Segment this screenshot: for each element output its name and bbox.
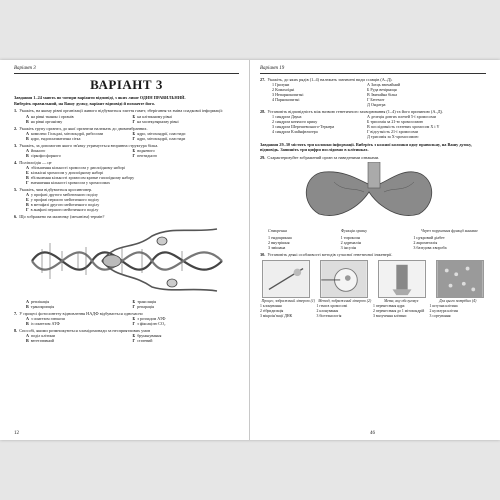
option-text: комплекс Гольджі, мітохондрії, рибосоми xyxy=(30,130,104,136)
lab-tools-photo xyxy=(378,260,426,298)
column-caption: Метод, зображений літерою (2) xyxy=(318,298,372,303)
answer-choice: 2 клонування xyxy=(316,308,339,313)
answer-choice: 1 перенесення ядра xyxy=(373,304,405,309)
answer-choice: 2 акромегалія xyxy=(413,239,438,245)
option-letter: Б xyxy=(132,333,136,339)
option-letter: В xyxy=(26,152,29,158)
answer-option xyxy=(133,119,240,124)
option-letter: Б xyxy=(132,316,136,322)
thyroid-gland-illustration xyxy=(264,162,484,222)
answer-option xyxy=(133,338,240,343)
answer-choice: 2 адреналін xyxy=(340,239,361,245)
match-answer: Г відсутність 21-ї хромосоми xyxy=(367,129,418,135)
answer-choice: 3 вилучення клітини xyxy=(373,313,407,318)
left-page-number: 12 xyxy=(14,431,19,436)
answer-option xyxy=(26,119,133,124)
match-answer: Б Руда вечірниця xyxy=(367,87,397,93)
question-number: 7. xyxy=(14,310,18,316)
match-answer: В послідовність статевих хромосом X і Y xyxy=(367,124,440,130)
answer-choice: 1 клонування xyxy=(260,304,282,309)
answer-option xyxy=(133,304,240,309)
option-letter: Г xyxy=(26,206,29,212)
answer-options xyxy=(14,316,239,326)
answer-options xyxy=(14,131,239,141)
dna-replication-illustration xyxy=(22,221,232,293)
q28-right-column xyxy=(367,114,486,139)
answer-column xyxy=(430,304,487,318)
option-letter: В xyxy=(26,135,29,141)
q6-options xyxy=(14,299,239,309)
question-text: Укажіть, чим відбувається кросинговер. xyxy=(19,186,93,192)
option-letter: В xyxy=(26,338,29,344)
option-letter: Б xyxy=(26,196,29,202)
option-text: брунькування xyxy=(137,333,162,339)
option-text: вегетативний xyxy=(30,338,54,344)
option-letter: А xyxy=(26,164,29,170)
column-caption: Для цього потрібно (4) xyxy=(439,298,477,303)
option-text: на молекулярному рівні xyxy=(137,118,179,124)
match-item: 3 Непарнокопитні xyxy=(272,92,304,98)
q27-right-column xyxy=(367,82,486,107)
option-text: з фіксацією CO₂ xyxy=(137,321,166,327)
option-letter: А xyxy=(26,298,29,304)
option-text: у профазі другого мейотичного поділу xyxy=(30,191,98,197)
option-letter: Г xyxy=(132,135,136,141)
answer-option xyxy=(26,321,133,326)
answer-option xyxy=(26,304,133,309)
option-letter: В xyxy=(26,174,29,180)
question-number: 29. xyxy=(260,154,266,160)
left-page-header: Варіант 3 xyxy=(14,66,239,74)
answer-choice: 1 цукровий діабет xyxy=(413,234,445,240)
option-text: у профазі першого мейотичного поділу xyxy=(30,196,100,202)
right-page xyxy=(250,60,500,440)
question-number: 1. xyxy=(14,108,18,114)
question-number: 8. xyxy=(14,328,18,334)
answer-choice: 3 базедова хвороба xyxy=(413,244,447,250)
cell-culture-photo xyxy=(436,260,484,298)
option-letter: Г xyxy=(132,338,136,344)
answer-choice: 2 культура клітин xyxy=(429,308,458,313)
option-text: на рівні організму xyxy=(30,118,63,124)
option-letter: А xyxy=(26,147,29,153)
option-text: поділ клітини xyxy=(30,333,55,339)
option-text: трансляція xyxy=(137,298,157,304)
instructions-line-2: Виберіть правильний, на Вашу думку, варіант відповіді й позначте його. xyxy=(14,101,156,107)
option-text: ядро, мітохондрії, пластиди xyxy=(137,135,186,141)
instructions-line-1: Завдання 1–24 мають по чотири варіанти відповіді, з яких лише ОДИН ПРАВИЛЬНИЙ. xyxy=(14,95,186,100)
match-answer: А делеція довгих плечей 5-ї хромосоми xyxy=(367,114,436,120)
match-item: 4 Парнокопитні xyxy=(272,97,300,103)
answer-column xyxy=(317,304,374,318)
left-page xyxy=(0,60,250,440)
option-text: водневого xyxy=(137,147,155,153)
option-text: на клітинному рівні xyxy=(137,113,172,119)
answer-option xyxy=(26,136,133,141)
option-letter: Б xyxy=(132,130,136,136)
question-text: Поліплоїдія — це xyxy=(19,159,52,165)
question-text: Укажіть, за допомогою якого зв'язку утримується вторинна структура білка. xyxy=(19,142,159,148)
answer-options xyxy=(14,333,239,343)
column-caption: Створення xyxy=(268,227,287,233)
option-letter: Г xyxy=(132,152,136,158)
match-answer: В Звичайна білка xyxy=(367,92,398,98)
option-letter: А xyxy=(26,191,29,197)
column-caption: Мета, яку обслуговує xyxy=(383,298,419,303)
q28-left-column xyxy=(272,114,367,139)
option-letter: Г xyxy=(132,321,136,327)
match-answer: Г Бегемот xyxy=(367,97,385,103)
column-caption: Процес, зображений літерою (1) xyxy=(261,298,316,303)
question-number: 30. xyxy=(260,251,266,257)
question-29 xyxy=(260,155,486,160)
option-text: з синтезом глюкози xyxy=(30,316,65,322)
question-text: Укажіть, на якому рівні організації живого відбувається злиття гамет, зберігання та зміна спадкової інформації: xyxy=(19,108,224,114)
answer-options xyxy=(14,114,239,124)
match-answer: Д Ондатра xyxy=(367,102,386,108)
answer-column xyxy=(341,235,414,250)
question-number: 27. xyxy=(260,77,266,82)
answer-choice: 3 інсулін xyxy=(340,244,357,250)
question-30 xyxy=(260,252,486,257)
right-page-header: Варіант 19 xyxy=(260,66,486,74)
option-letter: Г xyxy=(26,179,29,185)
thyroid-image xyxy=(306,162,431,215)
answer-choice: 1 тироксин xyxy=(340,234,360,240)
option-text: із синтезом АТФ xyxy=(30,321,60,327)
question-number: 28. xyxy=(260,109,266,115)
answer-choice: 3 змішана xyxy=(268,244,286,250)
option-text: в анафазі першого мейотичного поділу xyxy=(30,206,99,212)
answer-choice: 3 сортування xyxy=(429,313,451,318)
answer-option xyxy=(133,321,240,326)
match-answer: Д трисомія за X-хромосомою xyxy=(367,134,419,140)
dna-helix-image xyxy=(32,229,222,291)
q27-match-table xyxy=(260,82,486,107)
pipette-photo xyxy=(262,260,310,298)
match-item: 1 Гризуни xyxy=(272,82,290,88)
column-caption: Функція органу xyxy=(340,227,368,233)
question-text: Укажіть, до яких рядів (1–4) належать зазначені види ссавців (А–Д). xyxy=(267,77,393,82)
question-text: Установіть відповідність між назвою генетичного захворювання (1–4) та його причиною (А–Д). xyxy=(267,109,444,115)
answer-choice: 2 гібридизація xyxy=(260,308,284,313)
question-number: 6. xyxy=(14,213,18,219)
option-letter: В xyxy=(26,201,29,207)
option-letter: Б xyxy=(132,113,136,119)
q30-photos xyxy=(262,260,484,298)
column-caption: Через порушення функції виникає xyxy=(421,227,478,233)
option-letter: В xyxy=(26,118,29,124)
question-text: У процесі фотосинтезу відновлення НАДФ відбувається одночасно xyxy=(19,310,143,316)
question-text: Установіть деякі особливості методів сучасної генетичної інженерії. xyxy=(267,251,393,257)
question-number: 2. xyxy=(14,125,18,131)
q30-columns xyxy=(260,304,486,318)
q30-column-captions xyxy=(260,299,486,304)
answer-column xyxy=(373,304,430,318)
option-letter: А xyxy=(26,333,29,339)
answer-option xyxy=(26,207,239,212)
question-text: Схарактеризуйте зображений орган за наведеними ознаками. xyxy=(267,154,380,160)
option-text: пептидного xyxy=(137,152,158,158)
option-text: реплікація xyxy=(30,298,50,304)
option-text: збільшення кількості хромосом у диплоїдному наборі xyxy=(30,164,125,170)
option-text: сіркофосфорного xyxy=(30,152,61,158)
answer-choice: 1 ендокринна xyxy=(268,234,292,240)
answer-column xyxy=(260,304,317,318)
option-letter: Г xyxy=(132,118,136,124)
option-text: з розпадом АТФ xyxy=(137,316,166,322)
question-text: Що зображено на малюнку (механізм) термін? xyxy=(19,213,105,219)
question-number: 5. xyxy=(14,186,18,192)
answer-options xyxy=(14,165,239,185)
match-item: 4 синдром Клайнфельтера xyxy=(272,129,318,135)
answer-options xyxy=(14,148,239,158)
q29-column-captions xyxy=(260,228,486,233)
q29-columns xyxy=(260,235,486,250)
answer-choice: 1 штучна клітина xyxy=(429,304,458,309)
option-text: йонного xyxy=(30,147,46,153)
option-letter: Г xyxy=(132,303,136,309)
answer-option xyxy=(133,153,240,158)
answer-column xyxy=(268,235,341,250)
question xyxy=(14,214,239,219)
option-text: збільшення кількості хромосом кратне гаплоїдному набору xyxy=(30,174,135,180)
option-text: зменшення кількості хромосом у хромосомах xyxy=(30,179,111,185)
option-text: статевий xyxy=(137,338,153,344)
right-page-number: 46 xyxy=(370,431,375,436)
option-letter: А xyxy=(26,316,29,322)
option-letter: А xyxy=(26,130,29,136)
option-text: ядро, ендоплазматична сітка xyxy=(30,135,81,141)
option-text: в метафазі другого мейотичного поділу xyxy=(30,201,100,207)
answer-option xyxy=(133,136,240,141)
question-text: Укажіть групу органел, до якої органели належать до двомембранних. xyxy=(19,125,148,131)
option-letter: Б xyxy=(132,298,136,304)
match-item: 3 синдром Шерешевського-Тернера xyxy=(272,124,335,130)
option-text: репарація xyxy=(137,303,155,309)
match-answer: А Заєць звичайний xyxy=(367,82,401,88)
answer-option xyxy=(26,180,239,185)
option-text: кількісні хромосом у диплоїдному наборі xyxy=(30,169,104,175)
match-item: 1 синдром Дауна xyxy=(272,114,302,120)
option-text: ядро, мітохондрії, пластиди xyxy=(137,130,186,136)
answer-column xyxy=(413,235,486,250)
question-text: Способі, якими розмножуються хламідомонади за несприятливих умов xyxy=(19,328,151,334)
question-list-1 xyxy=(14,108,239,219)
question-list-2 xyxy=(14,311,239,343)
answer-choice: 2 перенесення до 1 мітохондрій xyxy=(373,308,425,313)
match-item: 2 Комахоїдні xyxy=(272,87,295,93)
variant-title: ВАРІАНТ 3 xyxy=(90,77,163,92)
answer-options xyxy=(14,192,239,212)
cell-injection-photo xyxy=(320,260,368,298)
q27-left-column xyxy=(272,82,367,107)
instructions-29-30: Завдання 29–30 містять три колонки інформації. Виберіть з кожної колонки одну правильну, на Вашу думку, відповідь. Запишіть три цифри послідовно в клітинках. xyxy=(260,142,472,153)
match-answer: Б трисомія за 21-ю хромосомою xyxy=(367,119,424,125)
answer-choice: 2 внутрішня xyxy=(268,239,290,245)
answer-choice: 3 мікроін'єкції ДНК xyxy=(260,313,293,318)
option-letter: А xyxy=(26,113,29,119)
answer-option xyxy=(26,153,133,158)
answer-choice: 1 гени в хромосомі xyxy=(316,304,348,309)
answer-option xyxy=(26,338,133,343)
option-letter: В xyxy=(26,321,29,327)
match-item: 2 синдром котячого крику xyxy=(272,119,318,125)
option-letter: Б xyxy=(26,169,29,175)
option-letter: В xyxy=(26,303,29,309)
book-spread xyxy=(0,60,500,440)
option-text: на рівні тканин і органів xyxy=(30,113,74,119)
question-number: 3. xyxy=(14,142,18,148)
q28-match-table xyxy=(260,114,486,139)
answer-choice: 3 біотехнологія xyxy=(316,313,342,318)
option-text: транскрипція xyxy=(30,303,55,309)
option-letter: Б xyxy=(132,147,136,153)
question-number: 4. xyxy=(14,159,18,165)
